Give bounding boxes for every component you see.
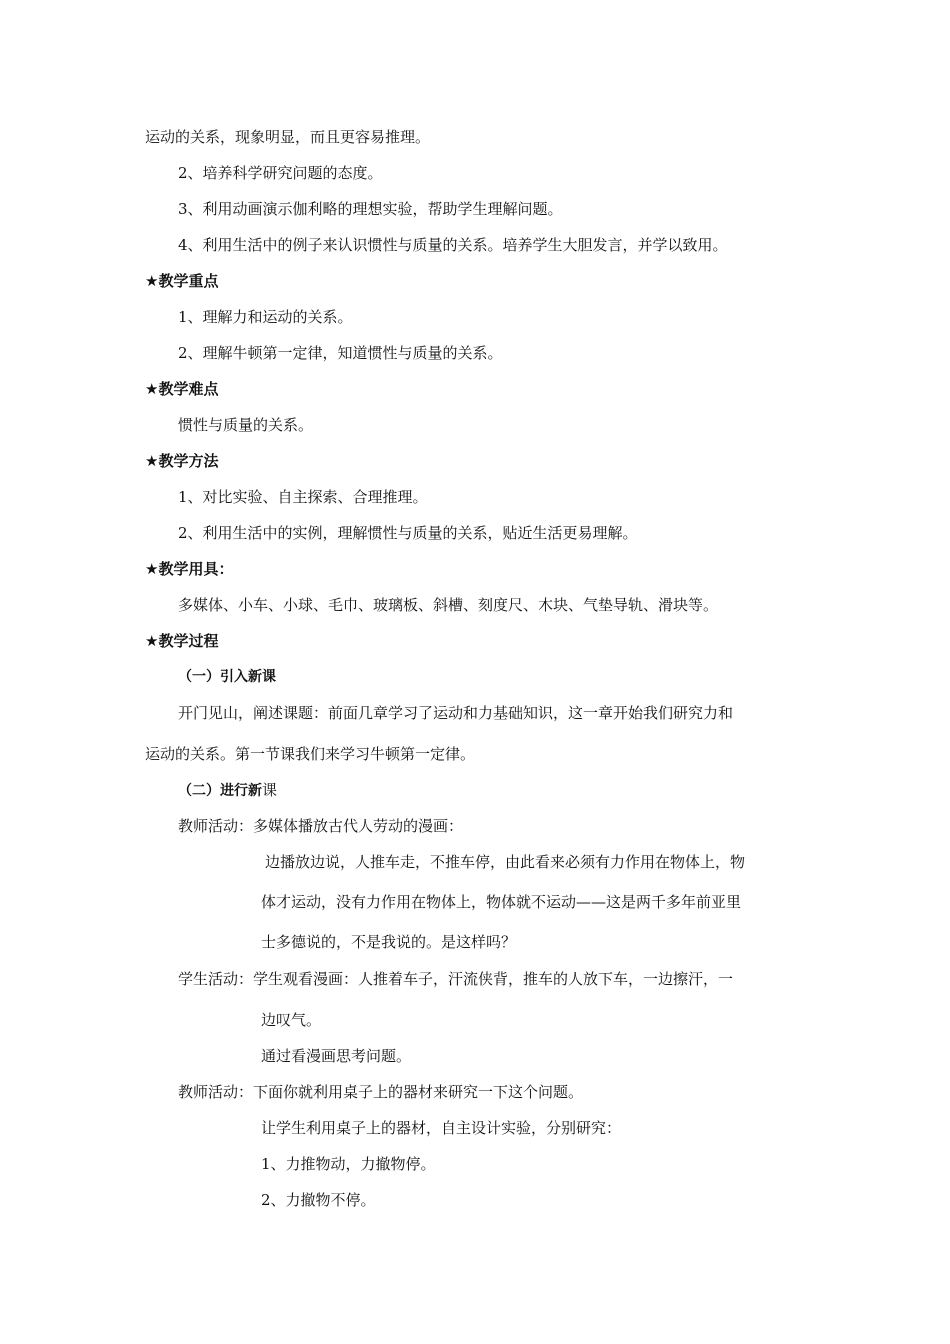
- activity-text: 学生观看漫画：人推着车子，汗流侠背，推车的人放下车，一边擦汗，一: [253, 970, 734, 988]
- intro-line: 运动的关系，现象明显，而且更容易推理。: [145, 128, 431, 146]
- part1-text-line: 运动的关系。第一节课我们来学习牛顿第一定律。: [145, 745, 476, 763]
- key-point-item: 2、理解牛顿第一定律，知道惯性与质量的关系。: [178, 344, 503, 362]
- activity-detail-line: 2、力撤物不停。: [261, 1191, 376, 1209]
- tools-item: 多媒体、小车、小球、毛巾、玻璃板、斜槽、刻度尺、木块、气垫导轨、滑块等。: [178, 596, 719, 614]
- method-item: 2、利用生活中的实例，理解惯性与质量的关系，贴近生活更易理解。: [178, 524, 638, 542]
- activity-label: 教师活动：: [178, 1083, 254, 1101]
- activity-detail-line: 体才运动，没有力作用在物体上，物体就不运动——这是两千多年前亚里: [261, 893, 742, 911]
- goal-item: 2、培养科学研究问题的态度。: [178, 164, 383, 182]
- activity-detail-line: 1、力推物动，力撤物停。: [261, 1155, 436, 1173]
- teacher-activity-1: [178, 816, 463, 836]
- tools-heading: ★教学用具：: [145, 560, 234, 578]
- activity-detail-line: 边播放边说，人推车走，不推车停，由此看来必须有力作用在物体上，物: [265, 853, 746, 871]
- part2-title: [178, 780, 277, 801]
- part1-text-line: 开门见山，阐述课题：前面几章学习了运动和力基础知识，这一章开始我们研究力和: [178, 704, 734, 722]
- process-heading: ★教学过程: [145, 632, 219, 650]
- student-activity-1: [178, 969, 733, 989]
- difficulty-item: 惯性与质量的关系。: [178, 416, 314, 434]
- part2-title-tail: 课: [262, 781, 278, 799]
- activity-detail-line: 边叹气。: [261, 1011, 322, 1029]
- activity-text: 多媒体播放古代人劳动的漫画：: [253, 817, 464, 835]
- activity-label: 学生活动：: [178, 970, 254, 988]
- activity-text: 下面你就利用桌子上的器材来研究一下这个问题。: [253, 1083, 584, 1101]
- part1-title: （一）引入新课: [178, 669, 276, 685]
- teacher-activity-2: [178, 1082, 583, 1102]
- key-point-item: 1、理解力和运动的关系。: [178, 308, 353, 326]
- methods-heading: ★教学方法: [145, 452, 219, 470]
- activity-detail-line: 士多德说的，不是我说的。是这样吗？: [261, 933, 517, 951]
- goal-item: 3、利用动画演示伽利略的理想实验，帮助学生理解问题。: [178, 200, 563, 218]
- part2-title-bold: （二）进行新: [178, 783, 262, 799]
- activity-label: 教师活动：: [178, 817, 254, 835]
- goal-item: 4、利用生活中的例子来认识惯性与质量的关系。培养学生大胆发言，并学以致用。: [178, 236, 728, 254]
- key-points-heading: ★教学重点: [145, 272, 219, 290]
- difficulty-heading: ★教学难点: [145, 380, 219, 398]
- activity-detail-line: 通过看漫画思考问题。: [261, 1047, 412, 1065]
- method-item: 1、对比实验、自主探索、合理推理。: [178, 488, 428, 506]
- activity-detail-line: 让学生利用桌子上的器材，自主设计实验，分别研究：: [261, 1119, 622, 1137]
